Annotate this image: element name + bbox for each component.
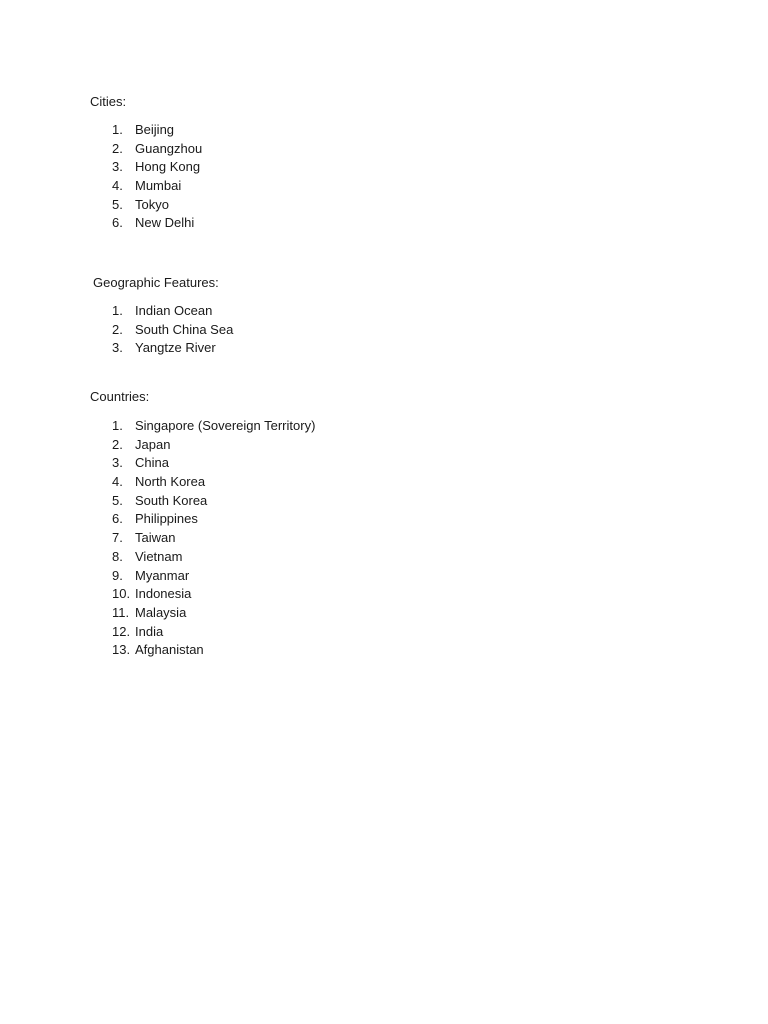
list-number: 1. — [112, 303, 123, 318]
list-label: Yangtze River — [135, 340, 216, 356]
list-number: 3. — [112, 340, 123, 356]
list-label: New Delhi — [135, 215, 195, 231]
list-number: 1. — [112, 122, 123, 137]
list-label: Hong Kong — [135, 159, 201, 175]
list-label: China — [135, 455, 169, 471]
list-label: Philippines — [135, 511, 198, 527]
list-label: Myanmar — [135, 567, 190, 583]
list-label: Indian Ocean — [135, 303, 213, 318]
list-number: 7. — [112, 530, 123, 546]
list-label: Malaysia — [135, 604, 187, 620]
cities-heading: Cities: — [90, 94, 127, 109]
list-number: 2. — [112, 321, 123, 337]
list-label: Mumbai — [135, 178, 182, 194]
list-label: Singapore (Sovereign Territory) — [135, 418, 316, 433]
list-number: 4. — [112, 474, 123, 490]
list-label: Tokyo — [135, 196, 169, 212]
list-label: Vietnam — [135, 548, 183, 564]
list-number: 1. — [112, 418, 123, 433]
list-label: South China Sea — [135, 321, 234, 337]
list-number: 9. — [112, 567, 123, 583]
list-number: 8. — [112, 548, 123, 564]
list-number: 12. — [112, 623, 131, 639]
list-label: Beijing — [135, 122, 175, 137]
list-number: 10. — [112, 586, 131, 602]
list-number: 5. — [112, 492, 123, 508]
list-number: 11. — [112, 604, 130, 620]
list-number: 3. — [112, 159, 123, 175]
list-label: South Korea — [135, 492, 208, 508]
countries-heading: Countries: — [90, 389, 150, 404]
list-label: Guangzhou — [135, 140, 203, 156]
list-label: Indonesia — [135, 586, 192, 602]
list-number: 13. — [112, 642, 131, 658]
list-label: Japan — [135, 436, 171, 452]
list-label: Taiwan — [135, 530, 176, 546]
list-number: 4. — [112, 178, 123, 194]
list-label: India — [135, 623, 164, 639]
list-number: 6. — [112, 215, 123, 231]
list-number: 2. — [112, 436, 123, 452]
list-label: Afghanistan — [135, 642, 204, 658]
list-number: 2. — [112, 140, 123, 156]
list-number: 3. — [112, 455, 123, 471]
list-label: North Korea — [135, 474, 206, 490]
list-number: 5. — [112, 196, 123, 212]
geographic-features-heading: Geographic Features: — [93, 275, 219, 290]
list-number: 6. — [112, 511, 123, 527]
